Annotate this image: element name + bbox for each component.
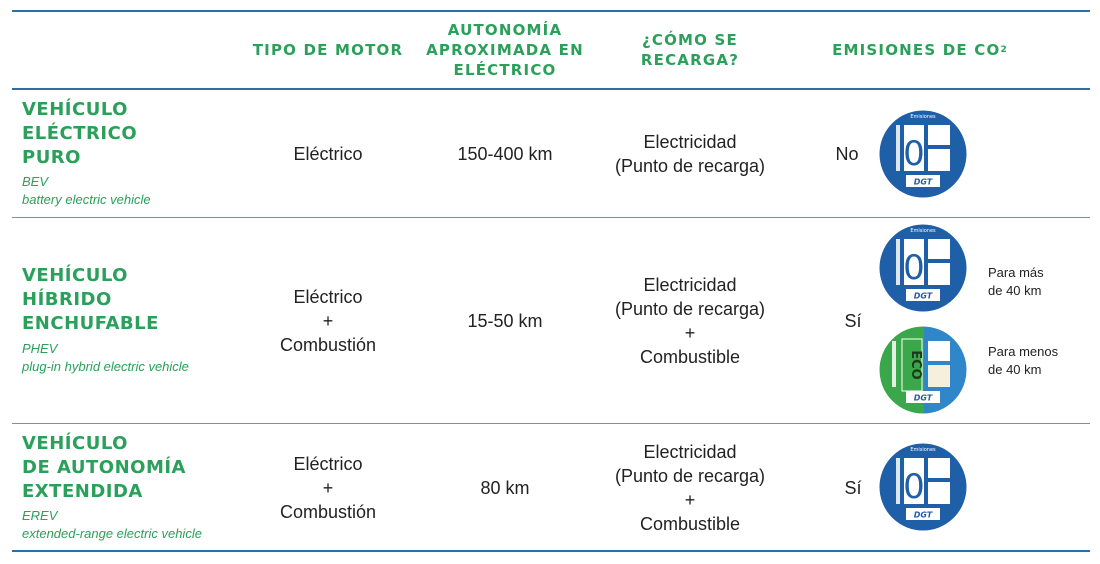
zero-label: 0	[903, 467, 925, 507]
motor-type-cell: Eléctrico + Combustión	[279, 287, 377, 355]
vehicle-full-name: battery electric vehicle	[22, 192, 151, 207]
eco-sticker	[878, 325, 968, 415]
vehicle-abbreviation: EREV	[22, 508, 58, 523]
note-less-than-40km: Para menos de 40 km	[988, 344, 1059, 377]
zero-emissions-sticker	[878, 223, 968, 313]
motor-type-cell: Eléctrico + Combustión	[279, 453, 377, 522]
row-divider	[12, 423, 1090, 424]
dgt-logo: DGT	[913, 510, 933, 520]
barcode	[896, 239, 900, 285]
row-divider	[12, 217, 1090, 218]
vehicle-name: VEHÍCULO HÍBRIDO ENCHUFABLE	[22, 265, 159, 334]
vehicle-full-name: extended-range electric vehicle	[22, 526, 202, 541]
vehicle-abbreviation: BEV	[22, 174, 49, 189]
charging-cell: Electricidad (Punto de recarga)	[614, 131, 766, 176]
header-co2-label: EMISIONES DE CO	[832, 41, 1001, 59]
sticker-label: Emisiones	[910, 114, 936, 120]
header-motor-type: TIPO DE MOTOR	[252, 41, 404, 59]
eco-label: ECO	[908, 350, 923, 380]
electric-range-cell: 150-400 km	[457, 143, 553, 164]
vehicle-name: VEHÍCULO DE AUTONOMÍA EXTENDIDA	[22, 433, 186, 502]
zero-emissions-sticker	[878, 109, 968, 199]
electric-range-cell: 80 km	[480, 477, 530, 498]
dgt-logo: DGT	[913, 291, 933, 301]
note-more-than-40km: Para más de 40 km	[988, 265, 1044, 298]
emissions-cell: No	[835, 143, 859, 164]
electric-range-cell: 15-50 km	[467, 311, 543, 331]
vehicle-abbreviation: PHEV	[22, 341, 58, 356]
zero-label: 0	[903, 248, 925, 288]
barcode	[896, 458, 900, 504]
charging-cell: Electricidad (Punto de recarga) + Combustible	[614, 441, 766, 534]
header-electric-range: AUTONOMÍA APROXIMADA EN ELÉCTRICO	[426, 21, 584, 79]
header-how-to-charge: ¿CÓMO SE RECARGA?	[640, 31, 740, 69]
emissions-cell: Sí	[844, 477, 862, 498]
barcode	[896, 125, 900, 171]
header-co2-subscript: 2	[1000, 45, 1008, 55]
sticker-label: Emisiones	[910, 447, 936, 453]
emissions-cell: Sí	[844, 311, 862, 331]
vehicle-full-name: plug-in hybrid electric vehicle	[22, 359, 189, 374]
dgt-logo: DGT	[913, 177, 933, 187]
header-co2-emissions	[820, 12, 1020, 88]
charging-cell: Electricidad (Punto de recarga) + Combustible	[614, 275, 766, 367]
sticker-label: Emisiones	[910, 228, 936, 234]
table-bottom-rule	[12, 550, 1090, 552]
vehicle-name: VEHÍCULO ELÉCTRICO PURO	[22, 99, 138, 168]
barcode	[892, 341, 896, 387]
dgt-logo: DGT	[913, 393, 933, 403]
motor-type-cell: Eléctrico	[293, 143, 363, 164]
zero-emissions-sticker	[878, 442, 968, 532]
zero-label: 0	[903, 134, 925, 174]
